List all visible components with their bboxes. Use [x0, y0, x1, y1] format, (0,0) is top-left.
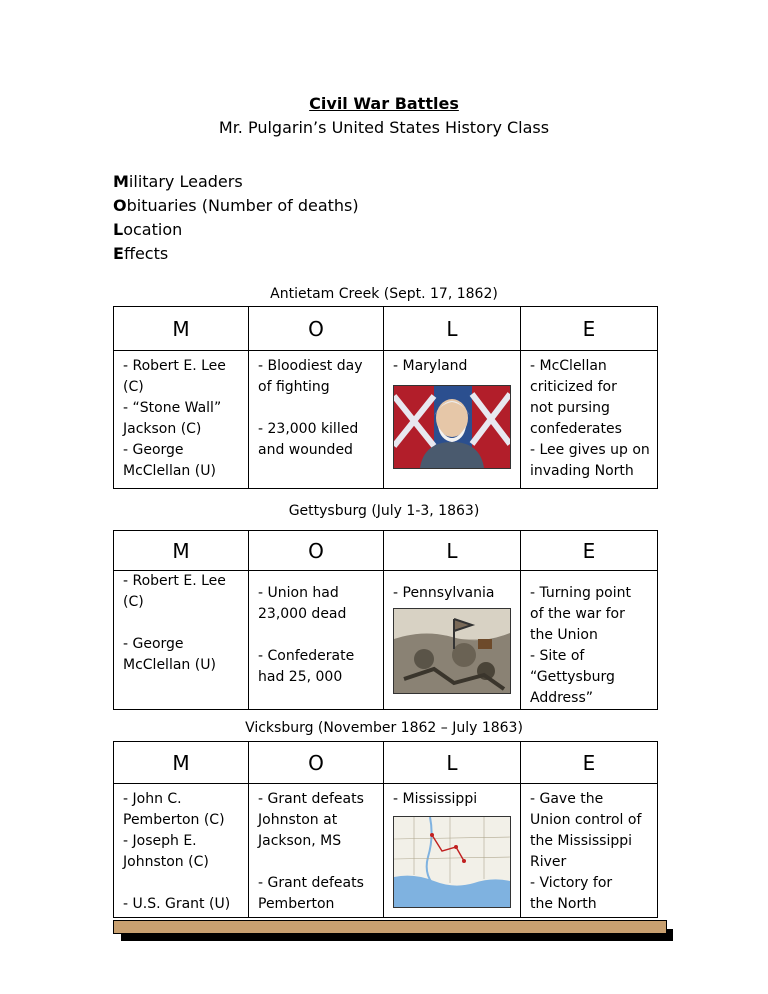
cell-text-line: “Gettysburg — [530, 669, 615, 685]
cell-text-line — [123, 613, 240, 634]
cell-text-line: - “Stone Wall” — [123, 400, 222, 416]
cell-text-line — [258, 625, 375, 646]
cell-text-line: - Site of — [530, 648, 585, 664]
cell-text-line: 23,000 dead — [258, 606, 347, 622]
decorative-bar — [113, 920, 667, 934]
mole-key-e: Effects — [113, 244, 169, 263]
cell-text-line: McClellan (U) — [123, 657, 216, 673]
cell-text-line: the North — [530, 896, 597, 912]
cell-text-line: - George — [123, 442, 184, 458]
robert-e-lee-portrait-image — [393, 385, 511, 469]
cell-military-leaders — [114, 784, 249, 918]
document-subtitle: Mr. Pulgarin’s United States History Class — [218, 118, 550, 137]
cell-effects — [521, 351, 658, 489]
column-header-l: L — [384, 531, 521, 571]
column-header-l: L — [384, 307, 521, 351]
cell-text-line: criticized for — [530, 379, 617, 395]
column-header-l: L — [384, 742, 521, 784]
cell-text-line: - U.S. Grant (U) — [123, 896, 231, 912]
cell-location — [384, 571, 521, 710]
cell-text-line: - Lee gives up on — [530, 442, 650, 458]
column-header-e: E — [521, 307, 658, 351]
cell-text-line: (C) — [123, 379, 144, 395]
column-header-e: E — [521, 742, 658, 784]
cell-obituaries — [249, 571, 384, 710]
cell-text-line: Address” — [530, 690, 594, 706]
mole-key-l: Location — [113, 220, 183, 239]
cell-text-line: Jackson, MS — [258, 833, 342, 849]
cell-text-line: had 25, 000 — [258, 669, 343, 685]
cell-text-line: the Mississippi — [530, 833, 633, 849]
column-header-o: O — [249, 531, 384, 571]
cell-effects — [521, 571, 658, 710]
cell-text-line: (C) — [123, 594, 144, 610]
battle-caption-antietam: Antietam Creek (Sept. 17, 1862) — [270, 286, 498, 302]
cell-text-line: - Robert E. Lee — [123, 358, 226, 374]
cell-text-line: - John C. — [123, 791, 182, 807]
cell-text-line — [258, 852, 375, 873]
cell-text-line: - Victory for — [530, 875, 613, 891]
battle-table-vicksburg — [113, 741, 658, 918]
cell-effects — [521, 784, 658, 918]
cell-text-line: - Robert E. Lee — [123, 573, 226, 589]
mole-key-m: Military Leaders — [113, 172, 243, 191]
cell-text-line: Johnston at — [258, 812, 338, 828]
battle-table-antietam — [113, 306, 658, 489]
cell-text-line: - Gave the — [530, 791, 604, 807]
cell-text-line: of the war for — [530, 606, 625, 622]
battle-caption-gettysburg: Gettysburg (July 1-3, 1863) — [288, 503, 480, 519]
cell-location — [384, 351, 521, 489]
battle-table-gettysburg — [113, 530, 658, 710]
cell-text-line: - Mississippi — [393, 791, 478, 807]
cell-text-line — [123, 873, 240, 894]
cell-text-line: - 23,000 killed — [258, 421, 359, 437]
cell-military-leaders — [114, 351, 249, 489]
mississippi-map-image — [393, 816, 511, 908]
cell-text-line — [258, 398, 375, 419]
column-header-o: O — [249, 742, 384, 784]
cell-text-line: - Confederate — [258, 648, 355, 664]
mole-key-o: Obituaries (Number of deaths) — [113, 196, 359, 215]
cell-text-line: of fighting — [258, 379, 330, 395]
cell-military-leaders — [114, 571, 249, 710]
cell-text-line: the Union — [530, 627, 598, 643]
document-title: Civil War Battles — [309, 94, 459, 113]
cell-text-line: Union control of — [530, 812, 642, 828]
cell-obituaries — [249, 351, 384, 489]
cell-text-line: - Bloodiest day — [258, 358, 363, 374]
mole-key — [113, 170, 359, 266]
cell-text-line: confederates — [530, 421, 622, 437]
column-header-e: E — [521, 531, 658, 571]
cell-text-line: Pemberton (C) — [123, 812, 225, 828]
cell-text-line: - Union had — [258, 585, 339, 601]
cell-text-line: - Joseph E. — [123, 833, 197, 849]
cell-text-line: - Pennsylvania — [393, 585, 495, 601]
column-header-m: M — [114, 307, 249, 351]
cell-text-line: - Maryland — [393, 358, 468, 374]
battle-scene-image — [393, 608, 511, 694]
column-header-m: M — [114, 531, 249, 571]
cell-text-line: not pursing — [530, 400, 610, 416]
cell-text-line: River — [530, 854, 567, 870]
cell-text-line: McClellan (U) — [123, 463, 216, 479]
column-header-o: O — [249, 307, 384, 351]
cell-text-line: Johnston (C) — [123, 854, 209, 870]
cell-text-line: - Turning point — [530, 585, 631, 601]
cell-obituaries — [249, 784, 384, 918]
column-header-m: M — [114, 742, 249, 784]
battle-caption-vicksburg: Vicksburg (November 1862 – July 1863) — [245, 720, 523, 736]
cell-text-line: Pemberton — [258, 896, 335, 912]
cell-text-line: Jackson (C) — [123, 421, 202, 437]
cell-text-line: and wounded — [258, 442, 353, 458]
cell-text-line: - Grant defeats — [258, 875, 364, 891]
cell-text-line: - Grant defeats — [258, 791, 364, 807]
cell-text-line: - George — [123, 636, 184, 652]
cell-text-line: - McClellan — [530, 358, 607, 374]
cell-location — [384, 784, 521, 918]
cell-text-line: invading North — [530, 463, 634, 479]
